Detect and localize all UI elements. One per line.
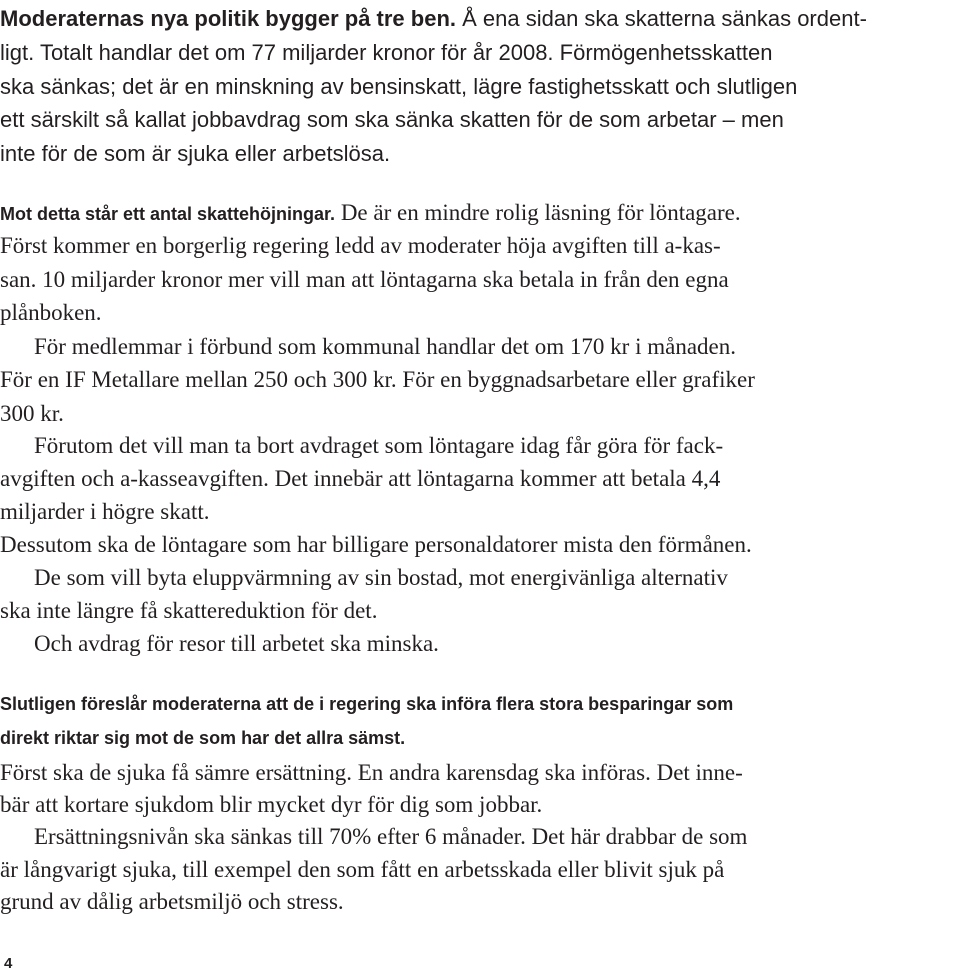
paragraph-3-line-3: Ersättningsnivån ska sänkas till 70% efter 6 månader. Det här drabbar de som <box>34 824 748 849</box>
paragraph-2-line-5: För medlemmar i förbund som kommunal handlar det om 170 kr i månaden. <box>34 334 736 359</box>
paragraph-2-line-6: För en IF Metallare mellan 250 och 300 kr. För en byggnadsarbetare eller grafiker <box>0 367 755 392</box>
paragraph-3-line-1: Först ska de sjuka få sämre ersättning. En andra karensdag ska införas. Det inne- <box>0 760 743 785</box>
paragraph-3-line-2: bär att kortare sjukdom blir mycket dyr för dig som jobbar. <box>0 792 543 817</box>
paragraph-1-line-4: ett särskilt så kallat jobbavdrag som ska sänka skatten för de som arbetar – men <box>0 107 784 132</box>
paragraph-2-line-8: Förutom det vill man ta bort avdraget som löntagare idag får göra för fack- <box>34 433 724 458</box>
paragraph-3-line-4: är långvarigt sjuka, till exempel den som fått en arbetsskada eller blivit sjuk på <box>0 857 725 882</box>
paragraph-1-line-5: inte för de som är sjuka eller arbetslösa. <box>0 141 391 166</box>
paragraph-1-line-3: ska sänkas; det är en minskning av bensinskatt, lägre fastighetsskatt och slutligen <box>0 74 798 99</box>
paragraph-2-line-3: san. 10 miljarder kronor mer vill man att löntagarna ska betala in från den egna <box>0 267 729 292</box>
paragraph-2-line-14: Och avdrag för resor till arbetet ska minska. <box>34 631 439 656</box>
paragraph-1-text: Å ena sidan ska skatterna sänkas ordent- <box>456 6 867 31</box>
paragraph-2-lead: Mot detta står ett antal skattehöjningar. <box>0 204 336 224</box>
paragraph-2-line-1 <box>0 200 741 226</box>
paragraph-2-line-9: avgiften och a-kasseavgiften. Det innebär att löntagarna kommer att betala 4,4 <box>0 466 721 491</box>
paragraph-2-line-10: miljarder i högre skatt. <box>0 499 210 524</box>
paragraph-1-lead: Moderaternas nya politik bygger på tre ben. <box>0 6 456 31</box>
paragraph-2-line-11: Dessutom ska de löntagare som har billigare personaldatorer mista den förmånen. <box>0 532 752 557</box>
paragraph-2-line-12: De som vill byta eluppvärmning av sin bostad, mot energivänliga alternativ <box>34 565 728 590</box>
paragraph-2-line-13: ska inte längre få skattereduktion för det. <box>0 598 378 623</box>
paragraph-1-line-2: ligt. Totalt handlar det om 77 miljarder kronor för år 2008. Förmögenhetsskatten <box>0 40 773 65</box>
paragraph-3-line-5: grund av dålig arbetsmiljö och stress. <box>0 889 344 914</box>
paragraph-2-line-7: 300 kr. <box>0 401 64 426</box>
paragraph-3-heading-line-2: direkt riktar sig mot de som har det allra sämst. <box>0 728 406 748</box>
paragraph-3-heading-line-1: Slutligen föreslår moderaterna att de i regering ska införa flera stora besparingar som <box>0 694 734 714</box>
paragraph-2-line-2: Först kommer en borgerlig regering ledd av moderater höja avgiften till a-kas- <box>0 233 721 258</box>
paragraph-1-line-1 <box>0 6 867 32</box>
paragraph-2-line-4: plånboken. <box>0 300 102 325</box>
page-number: 4 <box>4 955 13 972</box>
paragraph-2-text: De är en mindre rolig läsning för löntagare. <box>335 200 741 225</box>
